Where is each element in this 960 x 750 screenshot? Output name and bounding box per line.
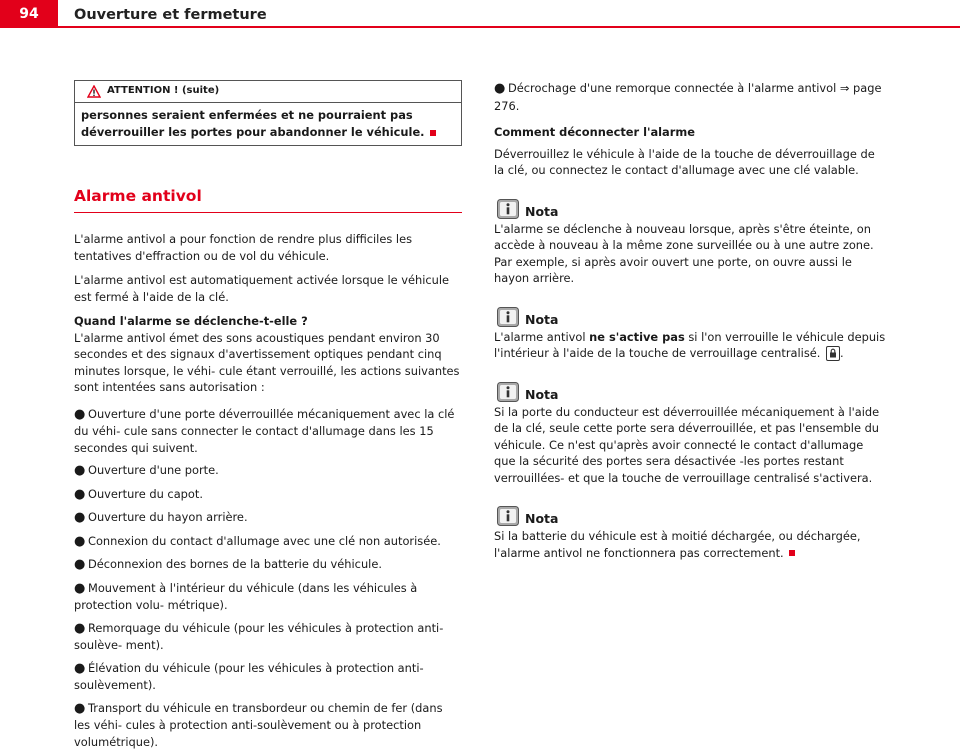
list-item: ● Ouverture d'une porte. [74, 462, 462, 480]
trigger-paragraph: L'alarme antivol émet des sons acoustiques pendant environ 30 secondes et des signaux d'avertissement optiques pendant cinq minutes lorsque, le véhi- cule étant verrouillé, les actions suivantes sont intentées sans autorisation : [74, 330, 462, 396]
list-item: ● Ouverture d'une porte déverrouillée mécaniquement avec la clé du véhi- cule sans connecter le contact d'allumage dans les 15 secondes qui suivent. [74, 406, 462, 457]
section-title: Alarme antivol [74, 186, 462, 206]
trigger-heading: Quand l'alarme se déclenche-t-elle ? [74, 313, 462, 330]
bullet-icon: ● [74, 581, 88, 598]
info-icon [497, 307, 519, 327]
note-label: Nota [525, 512, 558, 526]
note-header [494, 504, 886, 526]
section-rule [74, 212, 462, 213]
list-item: ● Mouvement à l'intérieur du véhicule (dans les véhicules à protection volu- métrique). [74, 580, 462, 614]
info-icon [497, 506, 519, 526]
warning-triangle-icon [87, 85, 101, 98]
bullet-icon: ● [74, 487, 88, 504]
trigger-bullet-list [74, 406, 462, 750]
bullet-icon: ● [74, 661, 88, 678]
warning-box [74, 80, 462, 146]
warning-text: personnes seraient enfermées et ne pourraient pas déverrouiller les portes pour abandonner le véhicule. [81, 108, 425, 139]
list-item: ● Remorquage du véhicule (pour les véhicules à protection anti-soulève- ment). [74, 620, 462, 654]
bullet-icon: ● [74, 510, 88, 527]
right-column [494, 80, 886, 561]
info-icon [497, 199, 519, 219]
disconnect-heading: Comment déconnecter l'alarme [494, 124, 886, 141]
list-item: ● Élévation du véhicule (pour les véhicules à protection anti-soulèvement). [74, 660, 462, 694]
bullet-icon: ● [74, 621, 88, 638]
list-item: ● Ouverture du hayon arrière. [74, 509, 462, 527]
left-column [74, 80, 462, 750]
bullet-icon: ● [74, 557, 88, 574]
note-label: Nota [525, 388, 558, 402]
note-header [494, 197, 886, 219]
trailer-bullet-text: Décrochage d'une remorque connectée à l'alarme antivol ⇒ page 276. [494, 81, 881, 113]
page-number: 94 [0, 0, 58, 28]
bullet-icon: ● [74, 407, 88, 424]
list-item: ● Transport du véhicule en transbordeur ou chemin de fer (dans les véhi- cules à protection anti-soulèvement ou à protection volumétrique). [74, 700, 462, 750]
end-mark-icon [430, 130, 436, 136]
bullet-icon: ● [74, 701, 88, 718]
note-text: Si la porte du conducteur est déverrouillée mécaniquement à l'aide de la clé, seule cette porte sera déverrouillée, et pas l'ensemble du véhicule. Ce n'est qu'après avoir connecté le contact d'allumage que la sécurité des portes sera désactivée -les portes restant verrouillées- et que la touche de verrouillage centralisé s'activera. [494, 404, 886, 487]
header-rule [58, 26, 960, 28]
end-mark-icon [789, 550, 795, 556]
note-text: L'alarme antivol ne s'active pas si l'on verrouille le véhicule depuis l'intérieur à l'aide de la touche de verrouillage centralisé. . [494, 329, 886, 362]
central-lock-button-icon [826, 346, 840, 361]
list-item: ● Ouverture du capot. [74, 486, 462, 504]
warning-text-block [75, 103, 461, 145]
disconnect-paragraph: Déverrouillez le véhicule à l'aide de la touche de déverrouillage de la clé, ou connectez le contact d'allumage avec une clé valable. [494, 146, 886, 179]
auto-activation-paragraph: L'alarme antivol est automatiquement activée lorsque le véhicule est fermé à l'aide de la clé. [74, 272, 462, 305]
list-item: ● Déconnexion des bornes de la batterie du véhicule. [74, 556, 462, 574]
note-block [494, 504, 886, 561]
note-block [494, 305, 886, 362]
note-text: Si la batterie du véhicule est à moitié déchargée, ou déchargée, l'alarme antivol ne fonctionnera pas correctement. [494, 528, 886, 561]
warning-header [75, 81, 461, 103]
list-item: ● Connexion du contact d'allumage avec une clé non autorisée. [74, 533, 462, 551]
info-icon [497, 382, 519, 402]
note-header [494, 305, 886, 327]
note-text: L'alarme se déclenche à nouveau lorsque, après s'être éteinte, on accède à nouveau à la même zone surveillée ou à une autre zone. Par exemple, si après avoir ouvert une porte, on ouvre aussi le hayon arrière. [494, 221, 886, 287]
intro-paragraph: L'alarme antivol a pour fonction de rendre plus difficiles les tentatives d'effraction ou de vol du véhicule. [74, 231, 462, 264]
list-item [494, 80, 886, 114]
note-block [494, 380, 886, 487]
note-block [494, 197, 886, 287]
note-header [494, 380, 886, 402]
note-label: Nota [525, 205, 558, 219]
bullet-icon: ● [494, 81, 508, 98]
note-label: Nota [525, 313, 558, 327]
bullet-icon: ● [74, 463, 88, 480]
bullet-icon: ● [74, 534, 88, 551]
warning-heading: ATTENTION ! (suite) [107, 83, 219, 100]
emphasis-text: ne s'active pas [589, 330, 685, 344]
page-header [0, 0, 960, 28]
chapter-title: Ouverture et fermeture [74, 0, 267, 30]
